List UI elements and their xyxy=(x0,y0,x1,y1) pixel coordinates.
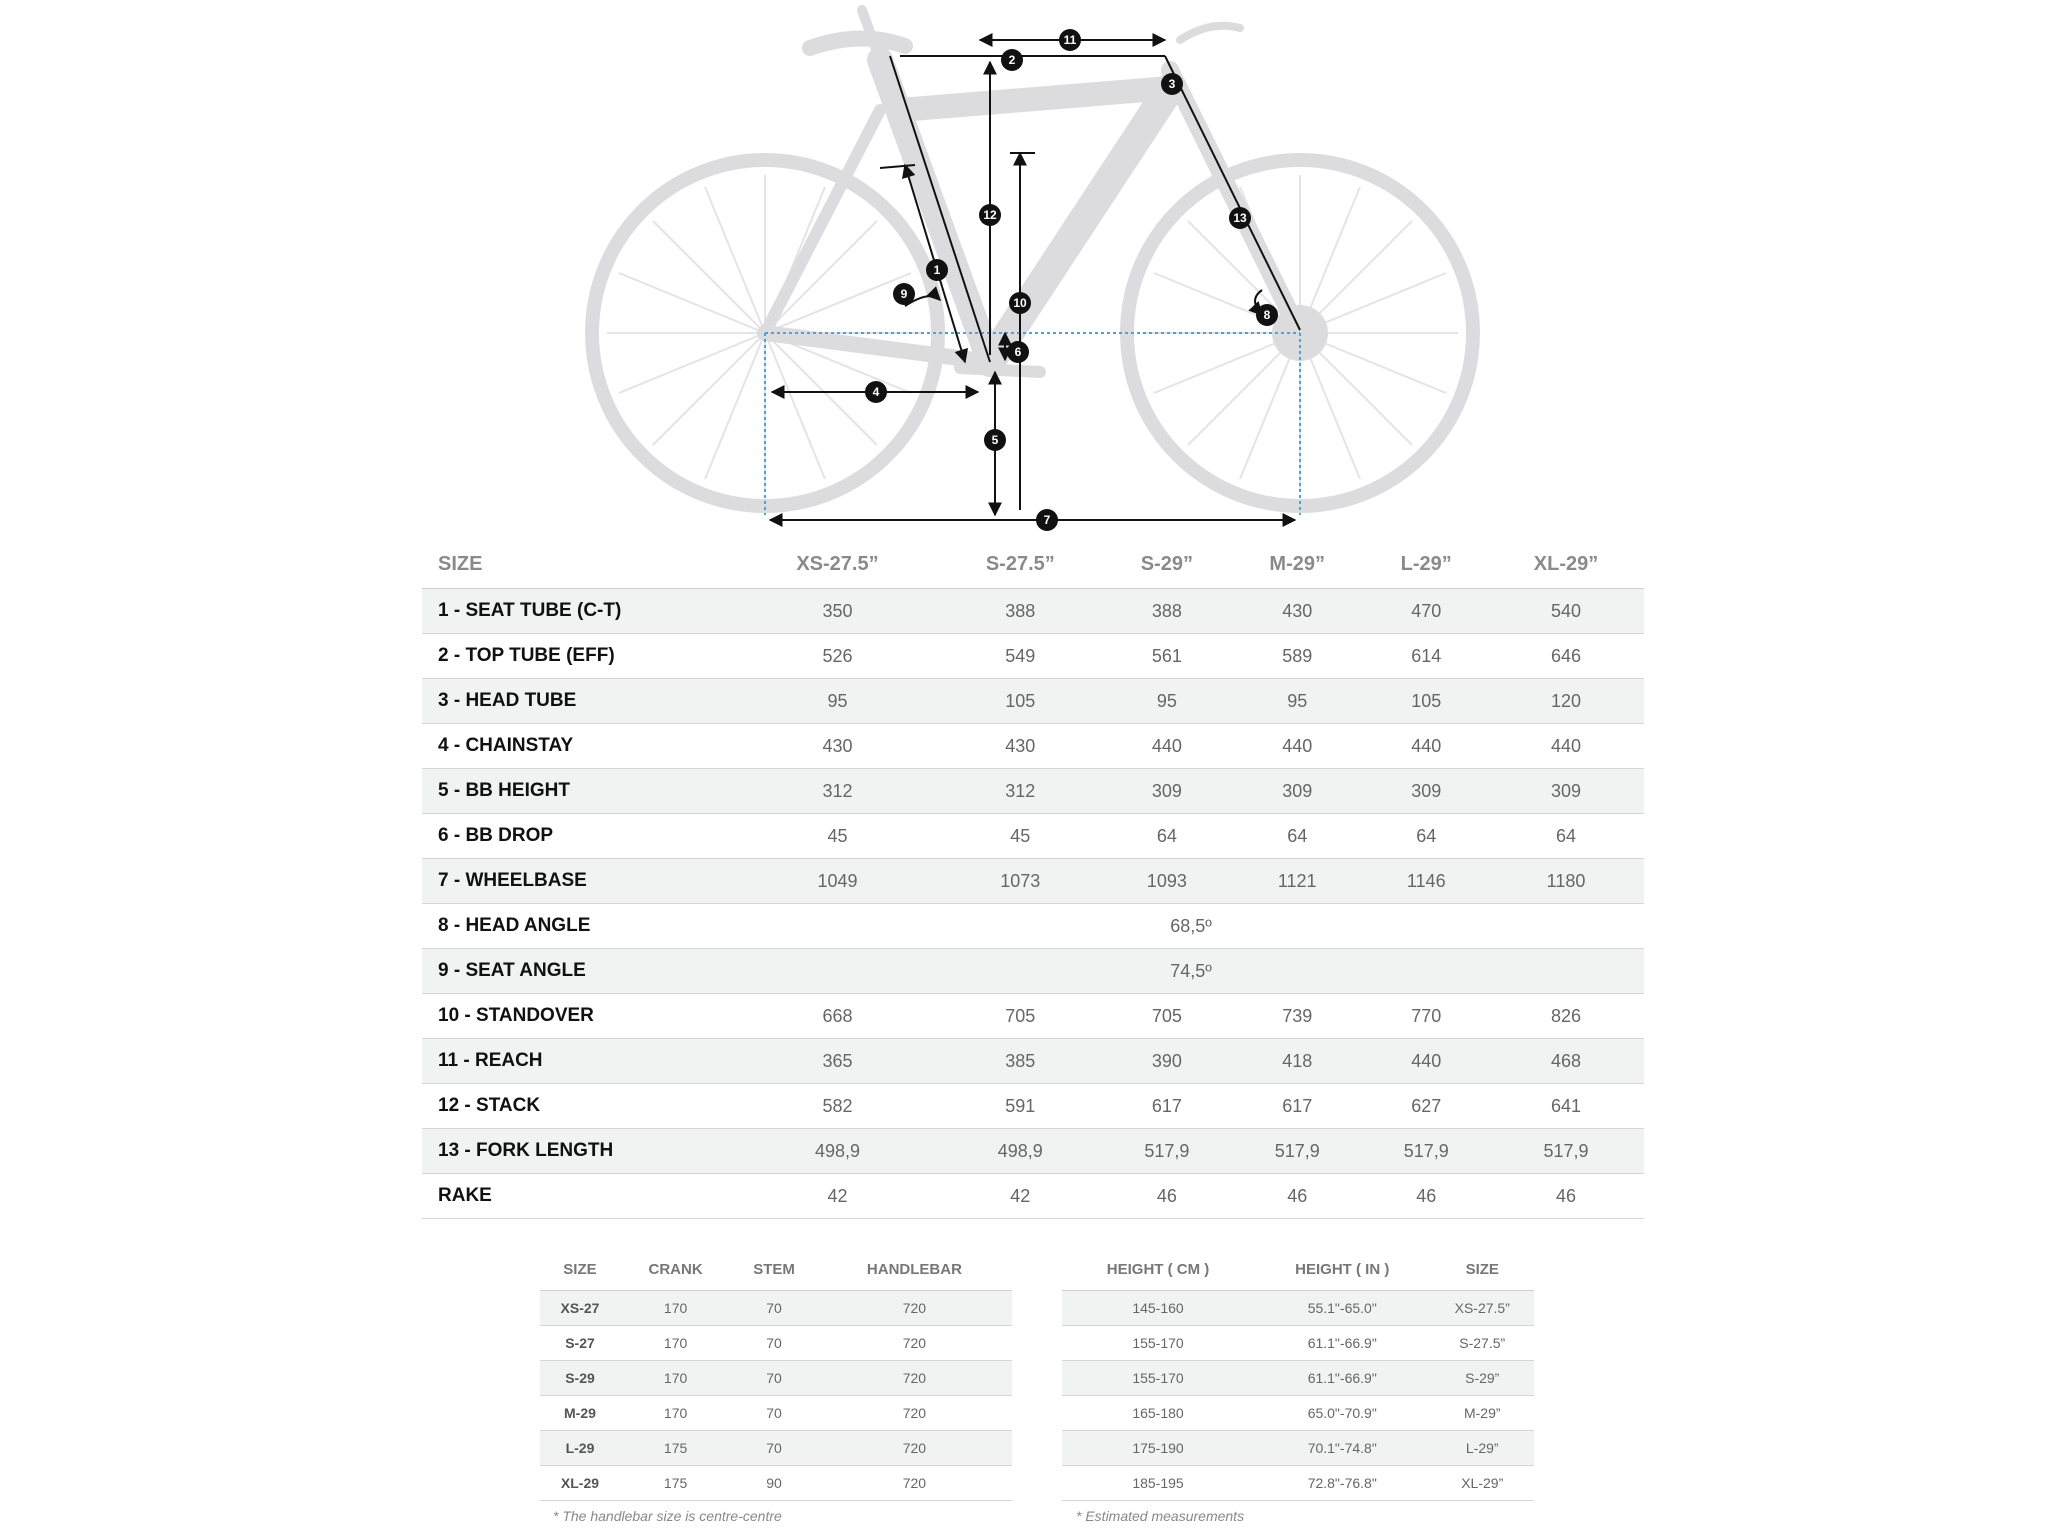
table-cell: 155-170 xyxy=(1062,1361,1254,1396)
table-cell: XL-29 xyxy=(540,1466,620,1501)
row-value: 365 xyxy=(738,1039,937,1084)
row-value: 517,9 xyxy=(1104,1129,1230,1174)
row-value: 440 xyxy=(1364,724,1488,769)
row-value: 105 xyxy=(937,679,1104,724)
row-value: 826 xyxy=(1488,994,1644,1039)
row-value: 350 xyxy=(738,589,937,634)
row-label: 6 - BB DROP xyxy=(422,814,738,859)
marker-9 xyxy=(893,283,915,305)
row-value: 95 xyxy=(1230,679,1364,724)
row-value: 440 xyxy=(1488,724,1644,769)
row-value: 309 xyxy=(1488,769,1644,814)
row-value: 95 xyxy=(1104,679,1230,724)
bike-frame xyxy=(765,10,1300,372)
table-header: STEM xyxy=(731,1248,817,1291)
row-label: RAKE xyxy=(422,1174,738,1219)
row-label: 11 - REACH xyxy=(422,1039,738,1084)
row-value: 64 xyxy=(1104,814,1230,859)
row-value: 1180 xyxy=(1488,859,1644,904)
table-cell: S-29” xyxy=(1430,1361,1534,1396)
table-cell: S-27.5” xyxy=(1430,1326,1534,1361)
row-value: 617 xyxy=(1230,1084,1364,1129)
row-value: 646 xyxy=(1488,634,1644,679)
table-row xyxy=(1062,1466,1534,1501)
row-value: 517,9 xyxy=(1488,1129,1644,1174)
row-value: 388 xyxy=(937,589,1104,634)
estimate-note: * Estimated measurements xyxy=(1076,1508,1245,1524)
marker-1 xyxy=(926,259,948,281)
table-row xyxy=(422,814,1644,859)
row-value: 589 xyxy=(1230,634,1364,679)
table-header: HEIGHT ( CM ) xyxy=(1062,1248,1254,1291)
row-value: 440 xyxy=(1364,1039,1488,1084)
row-value: 470 xyxy=(1364,589,1488,634)
row-label: 13 - FORK LENGTH xyxy=(422,1129,738,1174)
row-value: 668 xyxy=(738,994,937,1039)
row-label: 8 - HEAD ANGLE xyxy=(422,904,738,949)
svg-text:11: 11 xyxy=(1063,33,1077,47)
row-value: 1121 xyxy=(1230,859,1364,904)
table-header: HEIGHT ( IN ) xyxy=(1254,1248,1430,1291)
row-value: 1146 xyxy=(1364,859,1488,904)
table-cell: 720 xyxy=(817,1431,1012,1466)
table-cell: 55.1"-65.0" xyxy=(1254,1291,1430,1326)
table-row xyxy=(422,724,1644,769)
table-row xyxy=(1062,1431,1534,1466)
geometry-header-row xyxy=(422,540,1644,589)
marker-8 xyxy=(1256,304,1278,326)
table-row xyxy=(1062,1361,1534,1396)
table-cell: 170 xyxy=(620,1291,731,1326)
svg-text:10: 10 xyxy=(1013,296,1027,310)
table-cell: 61.1"-66.9" xyxy=(1254,1326,1430,1361)
row-value: 42 xyxy=(738,1174,937,1219)
table-cell: M-29 xyxy=(540,1396,620,1431)
row-label: 7 - WHEELBASE xyxy=(422,859,738,904)
table-cell: 70 xyxy=(731,1431,817,1466)
row-value: 517,9 xyxy=(1230,1129,1364,1174)
row-label: 2 - TOP TUBE (EFF) xyxy=(422,634,738,679)
fit-header-row xyxy=(1062,1248,1534,1291)
row-label: 9 - SEAT ANGLE xyxy=(422,949,738,994)
row-value: 46 xyxy=(1488,1174,1644,1219)
row-label: 10 - STANDOVER xyxy=(422,994,738,1039)
table-cell: L-29 xyxy=(540,1431,620,1466)
size-col-header: XS-27.5” xyxy=(738,540,937,589)
row-value: 549 xyxy=(937,634,1104,679)
row-value: 418 xyxy=(1230,1039,1364,1084)
table-cell: XS-27.5” xyxy=(1430,1291,1534,1326)
row-value: 64 xyxy=(1488,814,1644,859)
marker-11 xyxy=(1059,29,1081,51)
table-cell: 70 xyxy=(731,1326,817,1361)
table-cell: 720 xyxy=(817,1361,1012,1396)
table-cell: 165-180 xyxy=(1062,1396,1254,1431)
row-value: 312 xyxy=(937,769,1104,814)
table-cell: 70.1"-74.8" xyxy=(1254,1431,1430,1466)
table-row xyxy=(422,904,1644,949)
table-cell: XL-29” xyxy=(1430,1466,1534,1501)
row-value: 430 xyxy=(1230,589,1364,634)
table-row xyxy=(422,634,1644,679)
table-cell: 65.0"-70.9" xyxy=(1254,1396,1430,1431)
row-value: 705 xyxy=(1104,994,1230,1039)
components-header-row xyxy=(540,1248,1012,1291)
marker-12 xyxy=(979,204,1001,226)
row-value: 68,5º xyxy=(738,904,1644,949)
row-value: 46 xyxy=(1230,1174,1364,1219)
table-cell: 720 xyxy=(817,1291,1012,1326)
row-value: 582 xyxy=(738,1084,937,1129)
table-row xyxy=(540,1291,1012,1326)
svg-text:12: 12 xyxy=(983,208,997,222)
row-value: 45 xyxy=(937,814,1104,859)
row-value: 309 xyxy=(1230,769,1364,814)
svg-text:7: 7 xyxy=(1043,513,1051,527)
row-label: 4 - CHAINSTAY xyxy=(422,724,738,769)
svg-text:3: 3 xyxy=(1168,77,1176,91)
table-header: HANDLEBAR xyxy=(817,1248,1012,1291)
svg-text:13: 13 xyxy=(1233,211,1247,225)
row-value: 591 xyxy=(937,1084,1104,1129)
row-value: 430 xyxy=(738,724,937,769)
row-value: 705 xyxy=(937,994,1104,1039)
table-row xyxy=(1062,1291,1534,1326)
bike-geometry-diagram xyxy=(0,0,2048,540)
marker-5 xyxy=(984,429,1006,451)
row-value: 561 xyxy=(1104,634,1230,679)
row-value: 46 xyxy=(1104,1174,1230,1219)
table-row xyxy=(540,1431,1012,1466)
svg-text:5: 5 xyxy=(991,433,999,447)
table-row xyxy=(422,949,1644,994)
table-cell: 61.1"-66.9" xyxy=(1254,1361,1430,1396)
size-col-header: M-29” xyxy=(1230,540,1364,589)
handlebar-note: * The handlebar size is centre-centre xyxy=(553,1508,782,1524)
svg-text:2: 2 xyxy=(1008,53,1016,67)
row-value: 74,5º xyxy=(738,949,1644,994)
size-header: SIZE xyxy=(422,540,738,589)
table-cell: 70 xyxy=(731,1396,817,1431)
table-cell: 70 xyxy=(731,1361,817,1396)
row-value: 95 xyxy=(738,679,937,724)
table-header: SIZE xyxy=(1430,1248,1534,1291)
row-value: 430 xyxy=(937,724,1104,769)
marker-2 xyxy=(1001,49,1023,71)
size-col-header: S-29” xyxy=(1104,540,1230,589)
table-header: CRANK xyxy=(620,1248,731,1291)
table-cell: 70 xyxy=(731,1291,817,1326)
table-cell: 175 xyxy=(620,1431,731,1466)
row-label: 1 - SEAT TUBE (C-T) xyxy=(422,589,738,634)
table-cell: 72.8"-76.8" xyxy=(1254,1466,1430,1501)
table-cell: 185-195 xyxy=(1062,1466,1254,1501)
svg-text:6: 6 xyxy=(1014,345,1022,359)
table-row xyxy=(1062,1396,1534,1431)
svg-text:1: 1 xyxy=(933,263,941,277)
row-label: 12 - STACK xyxy=(422,1084,738,1129)
marker-4 xyxy=(865,381,887,403)
row-value: 309 xyxy=(1104,769,1230,814)
marker-10 xyxy=(1009,292,1031,314)
geometry-table xyxy=(422,540,1644,1219)
size-col-header: S-27.5” xyxy=(937,540,1104,589)
table-cell: 175 xyxy=(620,1466,731,1501)
table-cell: 90 xyxy=(731,1466,817,1501)
marker-3 xyxy=(1161,73,1183,95)
table-cell: S-27 xyxy=(540,1326,620,1361)
row-value: 45 xyxy=(738,814,937,859)
components-table xyxy=(540,1248,1012,1501)
row-value: 770 xyxy=(1364,994,1488,1039)
table-cell: 155-170 xyxy=(1062,1326,1254,1361)
table-cell: M-29” xyxy=(1430,1396,1534,1431)
row-value: 46 xyxy=(1364,1174,1488,1219)
row-value: 498,9 xyxy=(937,1129,1104,1174)
row-value: 641 xyxy=(1488,1084,1644,1129)
table-row xyxy=(422,1039,1644,1084)
row-value: 526 xyxy=(738,634,937,679)
row-value: 517,9 xyxy=(1364,1129,1488,1174)
row-value: 64 xyxy=(1364,814,1488,859)
table-row xyxy=(1062,1326,1534,1361)
row-value: 540 xyxy=(1488,589,1644,634)
table-cell: 720 xyxy=(817,1396,1012,1431)
svg-text:9: 9 xyxy=(900,287,908,301)
row-value: 440 xyxy=(1230,724,1364,769)
table-row xyxy=(422,769,1644,814)
table-cell: L-29” xyxy=(1430,1431,1534,1466)
size-col-header: L-29” xyxy=(1364,540,1488,589)
table-row xyxy=(422,1084,1644,1129)
table-row xyxy=(422,859,1644,904)
table-cell: 170 xyxy=(620,1396,731,1431)
svg-text:8: 8 xyxy=(1263,308,1271,322)
row-value: 64 xyxy=(1230,814,1364,859)
table-cell: XS-27 xyxy=(540,1291,620,1326)
row-value: 468 xyxy=(1488,1039,1644,1084)
size-col-header: XL-29” xyxy=(1488,540,1644,589)
svg-text:4: 4 xyxy=(872,385,880,399)
table-row xyxy=(540,1396,1012,1431)
table-row xyxy=(422,1174,1644,1219)
marker-13 xyxy=(1229,207,1251,229)
table-row xyxy=(422,1129,1644,1174)
table-row xyxy=(540,1361,1012,1396)
row-value: 1093 xyxy=(1104,859,1230,904)
table-cell: 175-190 xyxy=(1062,1431,1254,1466)
row-value: 627 xyxy=(1364,1084,1488,1129)
marker-6 xyxy=(1007,341,1029,363)
row-value: 1073 xyxy=(937,859,1104,904)
table-row xyxy=(540,1326,1012,1361)
row-value: 105 xyxy=(1364,679,1488,724)
row-value: 390 xyxy=(1104,1039,1230,1084)
row-value: 388 xyxy=(1104,589,1230,634)
row-value: 614 xyxy=(1364,634,1488,679)
table-cell: S-29 xyxy=(540,1361,620,1396)
table-row xyxy=(422,679,1644,724)
table-header: SIZE xyxy=(540,1248,620,1291)
row-label: 3 - HEAD TUBE xyxy=(422,679,738,724)
table-cell: 720 xyxy=(817,1466,1012,1501)
row-value: 617 xyxy=(1104,1084,1230,1129)
marker-7 xyxy=(1036,509,1058,531)
table-cell: 720 xyxy=(817,1326,1012,1361)
row-value: 42 xyxy=(937,1174,1104,1219)
row-value: 120 xyxy=(1488,679,1644,724)
table-row xyxy=(422,589,1644,634)
row-value: 440 xyxy=(1104,724,1230,769)
table-row xyxy=(540,1466,1012,1501)
table-row xyxy=(422,994,1644,1039)
table-cell: 170 xyxy=(620,1326,731,1361)
row-value: 498,9 xyxy=(738,1129,937,1174)
table-cell: 170 xyxy=(620,1361,731,1396)
row-value: 385 xyxy=(937,1039,1104,1084)
row-value: 312 xyxy=(738,769,937,814)
rider-height-table xyxy=(1062,1248,1534,1501)
row-label: 5 - BB HEIGHT xyxy=(422,769,738,814)
row-value: 1049 xyxy=(738,859,937,904)
table-cell: 145-160 xyxy=(1062,1291,1254,1326)
row-value: 739 xyxy=(1230,994,1364,1039)
row-value: 309 xyxy=(1364,769,1488,814)
